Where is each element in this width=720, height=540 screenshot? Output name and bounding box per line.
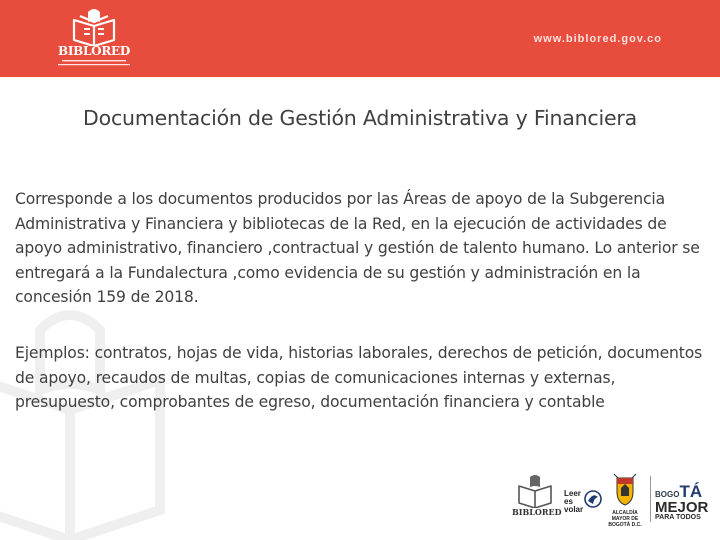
leer-es-volar-text: Leer es volar: [564, 489, 584, 514]
mejor-wordmark: MEJOR: [655, 499, 709, 516]
footer-leer-es-volar-logo: [564, 478, 602, 522]
book-hand-logo-icon: [512, 474, 558, 508]
logo-wordmark: BIBLORED: [58, 44, 130, 58]
footer-divider: [650, 476, 651, 522]
description-paragraph: Corresponde a los documentos producidos por las Áreas de apoyo de la Subgerencia Administrativa y Financiera y bibliotecas de la Red, en la ejecución de actividades de apoyo administrativo, financiero ,contractual y gestión de talento humano. Lo anterior se entregará a la Fundalectura ,como evidencia de su gestión y administración en la concesión 159 de 2018.: [15, 190, 700, 306]
para-todos-wordmark: PARA TODOS: [655, 514, 701, 521]
alcaldia-text: ALCALDÍA MAYOR DE BOGOTÁ D.C.: [608, 510, 642, 528]
footer-bogota-mejor-logo: [655, 476, 711, 524]
watermark-logo-icon: [0, 290, 180, 540]
footer-biblored-text: BIBLORED: [512, 507, 562, 517]
coat-of-arms-icon: [604, 472, 646, 508]
site-url[interactable]: www.biblored.gov.co: [533, 33, 662, 45]
footer-biblored-logo: [512, 474, 562, 522]
bogota-small: BOGO: [655, 490, 680, 499]
biblored-logo[interactable]: [50, 6, 138, 70]
examples-paragraph: Ejemplos: contratos, hojas de vida, historias laborales, derechos de petición, documentos de apoyo, recaudos de multas, copias de comunicaciones internas y externas, presupuesto, comprobantes de egreso, documentación financiera y contable: [15, 344, 703, 411]
book-hand-logo-icon: [50, 6, 138, 46]
footer-alcaldia-logo: [604, 472, 646, 526]
footer-logos: [512, 468, 712, 530]
logo-tagline-lines: [56, 59, 132, 67]
bogota-big: TÁ: [679, 482, 703, 501]
bird-book-logo-icon: [584, 486, 602, 512]
slide-title: Documentación de Gestión Administrativa y Financiera: [83, 106, 637, 130]
header-bar: [0, 0, 720, 77]
